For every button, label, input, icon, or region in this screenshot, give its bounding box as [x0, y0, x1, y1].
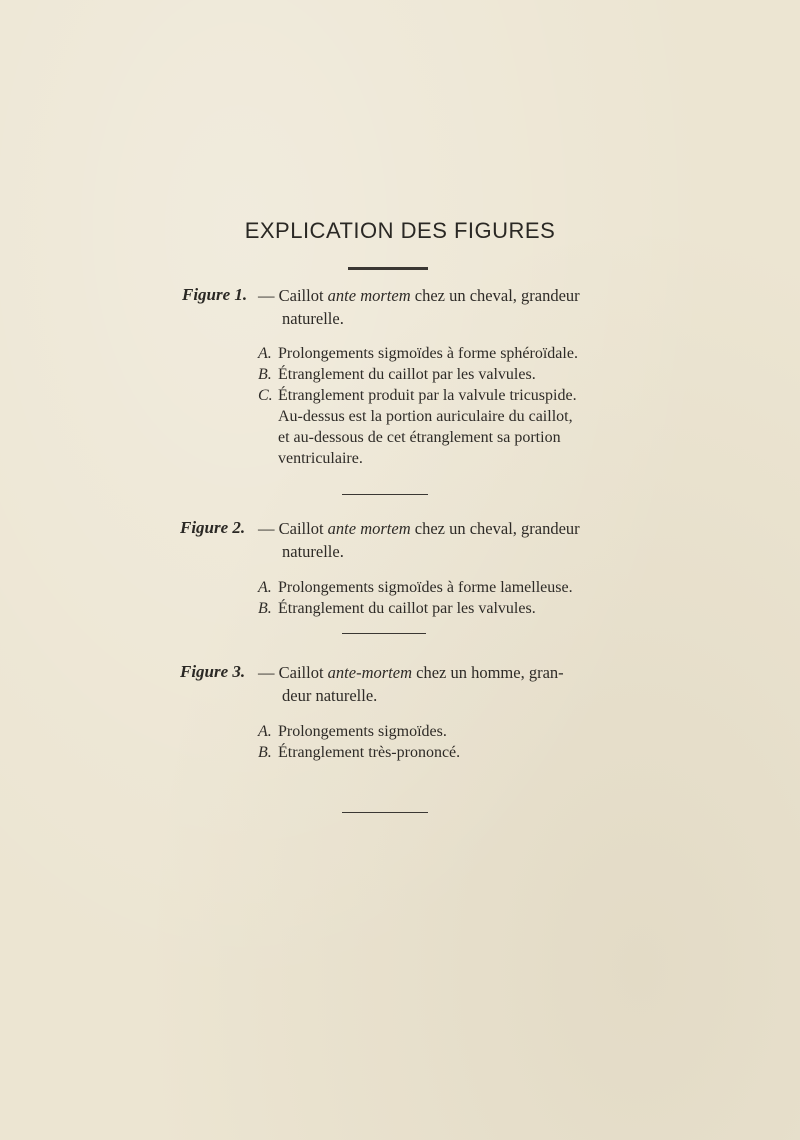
figure-1-item-c — [258, 385, 577, 406]
figure-2-item-b — [258, 598, 536, 619]
figure-1-item-c-line: Au-dessus est la portion auriculaire du caillot, — [278, 408, 573, 425]
figure-1-caption-italic: ante mortem — [327, 286, 411, 305]
figure-2-label: Figure 2. — [180, 518, 246, 537]
figure-1-caption-pre: Caillot — [278, 286, 328, 305]
figure-2-caption-pre: Caillot — [278, 519, 328, 538]
figure-1-item-c-line: ventriculaire. — [278, 450, 363, 467]
item-letter: A. — [258, 345, 272, 362]
figure-3-caption — [258, 662, 698, 683]
item-letter: A. — [258, 723, 272, 740]
figure-1-item-b — [258, 364, 536, 385]
figure-2-caption-line2: naturelle. — [282, 542, 344, 561]
end-rule — [342, 812, 428, 813]
figure-2-caption — [258, 518, 678, 539]
section-rule — [342, 633, 426, 634]
page-title: EXPLICATION DES FIGURES — [244, 218, 556, 243]
figure-2-dash: — — [258, 519, 275, 538]
figure-3-caption-italic: ante-mortem — [327, 663, 412, 682]
figure-2-caption-post: chez un cheval, grandeur — [410, 519, 580, 538]
item-text: Étranglement très-prononcé. — [278, 744, 461, 761]
figure-3-caption-line2: deur naturelle. — [282, 686, 378, 705]
item-letter: B. — [258, 600, 272, 617]
figure-1-dash: — — [258, 286, 275, 305]
figure-3-item-b — [258, 742, 460, 763]
figure-1-label: Figure 1. — [182, 285, 248, 304]
figure-3-caption-pre: Caillot — [278, 663, 328, 682]
figure-3-caption-post: chez un homme, gran- — [412, 663, 564, 682]
item-text: Étranglement produit par la valvule tricuspide. — [278, 387, 577, 404]
item-text: Prolongements sigmoïdes. — [278, 723, 447, 740]
item-text: Étranglement du caillot par les valvules. — [278, 366, 536, 383]
figure-1-caption — [258, 285, 678, 306]
section-rule — [342, 494, 428, 495]
figure-3-dash: — — [258, 663, 275, 682]
figure-1-caption-post: chez un cheval, grandeur — [410, 286, 580, 305]
figure-1-caption-line2: naturelle. — [282, 309, 344, 328]
item-letter: B. — [258, 366, 272, 383]
item-text: Étranglement du caillot par les valvules. — [278, 600, 536, 617]
figure-2-caption-italic: ante mortem — [327, 519, 411, 538]
figure-2-item-a — [258, 577, 573, 598]
title-rule — [348, 267, 428, 270]
item-letter: C. — [258, 387, 273, 404]
figure-1-item-c-line: et au-dessous de cet étranglement sa portion — [278, 429, 561, 446]
item-text: Prolongements sigmoïdes à forme lamelleuse. — [278, 579, 573, 596]
item-letter: B. — [258, 744, 272, 761]
figure-1-item-a — [258, 343, 578, 364]
item-text: Prolongements sigmoïdes à forme sphéroïdale. — [278, 345, 578, 362]
figure-3-item-a — [258, 721, 447, 742]
figure-3-label: Figure 3. — [180, 662, 246, 681]
item-letter: A. — [258, 579, 272, 596]
